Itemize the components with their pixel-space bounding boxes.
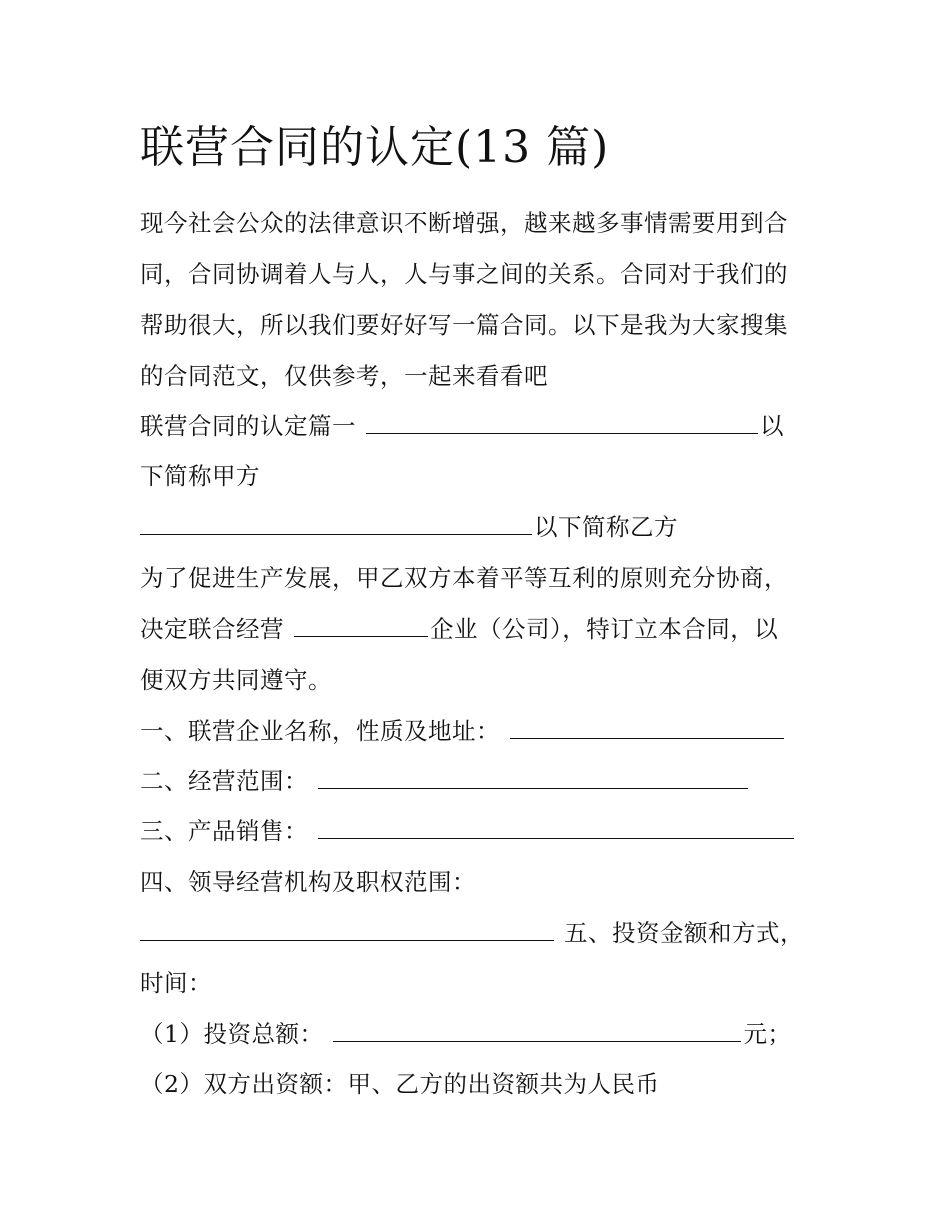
clause-3-label: 三、产品销售： [140,817,308,845]
joint-operation-text: 决定联合经营 [140,615,284,643]
preamble-line-2 [140,614,778,644]
clause-4-blank[interactable] [140,918,554,941]
preamble-line-3: 便双方共同遵守。 [140,666,332,694]
intro-line-2: 同，合同协调着人与人，人与事之间的关系。合同对于我们的 [140,260,788,288]
intro-line-4: 的合同范文，仅供参考，一起来看看吧 [140,362,548,390]
investment-total-blank[interactable] [333,1019,741,1042]
preamble-line-1: 为了促进生产发展，甲乙双方本着平等互利的原则充分协商， [140,564,788,592]
clause-3-blank[interactable] [318,816,794,839]
clause-5-line [140,918,804,948]
clause-1-label: 一、联营企业名称，性质及地址： [140,717,500,745]
clause-5-1-label: （1）投资总额： [140,1020,324,1048]
clause-5-1 [140,1019,791,1049]
intro-line-1: 现今社会公众的法律意识不断增强，越来越多事情需要用到合 [140,209,788,237]
section-heading: 联营合同的认定篇一 [140,412,356,440]
enterprise-suffix-text: 企业（公司），特订立本合同，以 [429,615,779,643]
party-b-label: 以下简称乙方 [534,513,678,541]
clause-2-blank[interactable] [318,766,748,789]
clause-5-1-unit: 元； [743,1020,792,1048]
clause-1 [140,716,786,746]
clause-5-label: 五、投资金额和方式， [563,919,804,947]
party-a-suffix: 以 [759,412,784,440]
clause-4: 四、领导经营机构及职权范围： [140,868,476,896]
intro-line-3: 帮助很大，所以我们要好好写一篇合同。以下是我为大家搜集 [140,311,788,339]
document-title: 联营合同的认定(13 篇) [140,122,610,173]
clause-2 [140,766,750,796]
clause-5-continued: 时间： [140,969,212,997]
clause-1-blank[interactable] [510,716,784,739]
clause-2-label: 二、经营范围： [140,767,308,795]
party-b-blank[interactable] [140,512,532,535]
party-a-line [140,411,784,441]
clause-5-2: （2）双方出资额：甲、乙方的出资额共为人民币 [140,1070,660,1098]
party-b-line [140,512,678,542]
enterprise-name-blank[interactable] [294,614,428,637]
party-a-label: 下简称甲方 [140,462,260,490]
clause-3 [140,816,796,846]
party-a-blank[interactable] [366,411,758,434]
